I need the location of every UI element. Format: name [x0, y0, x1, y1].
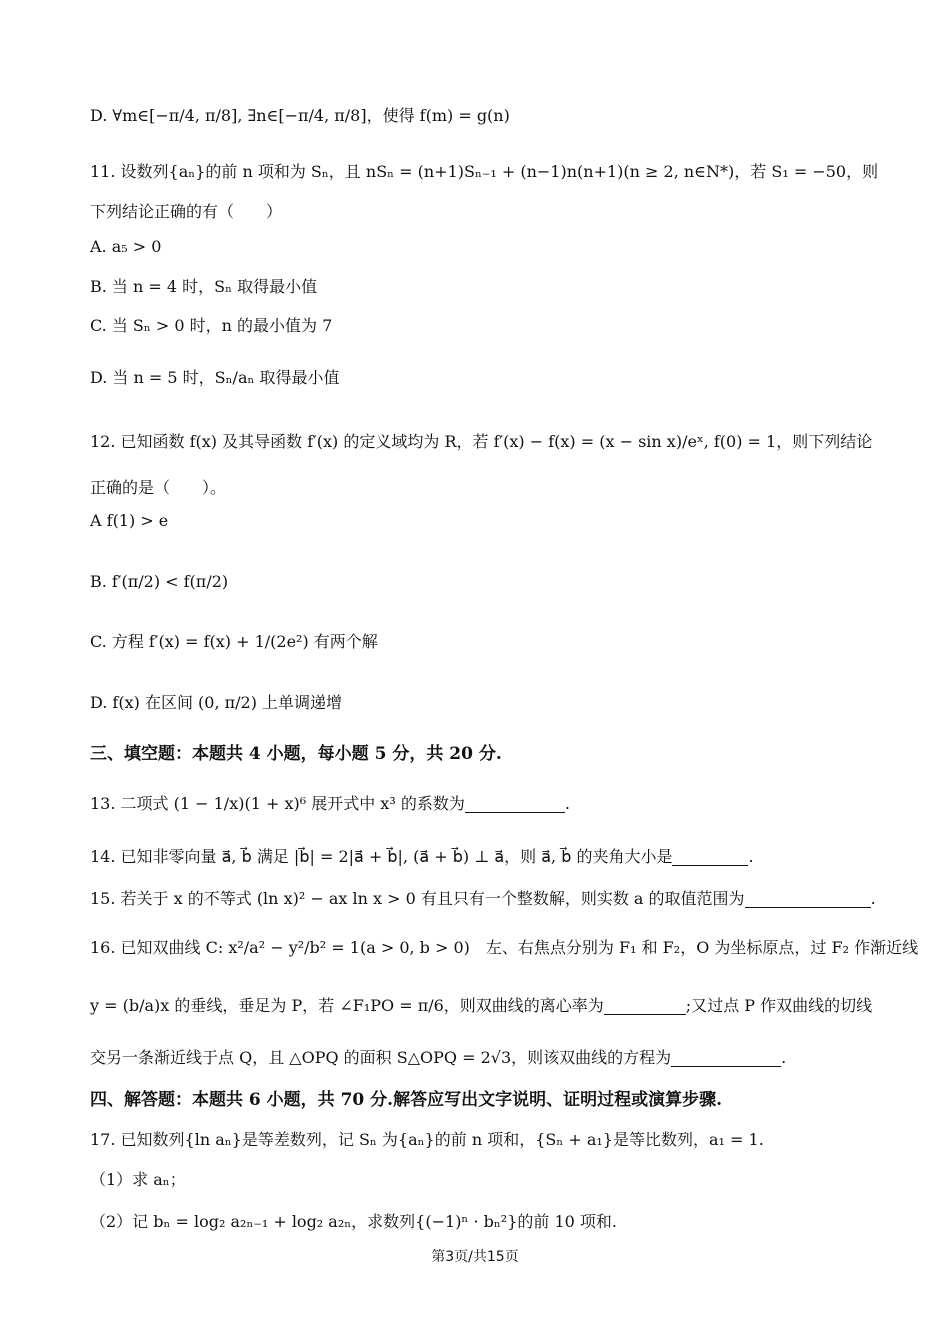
q13-answer-blank: [465, 794, 565, 813]
q11-option-c: C. 当 Sₙ > 0 时，n 的最小值为 7: [90, 316, 333, 335]
q12-option-a: A f(1) > e: [90, 511, 169, 530]
q15: 15. 若关于 x 的不等式 (ln x)² − ax ln x > 0 有且只有一个整数解，则实数 a 的取值范围为 .: [90, 889, 876, 908]
page-footer: 第3页/共15页: [431, 1249, 519, 1265]
q15-answer-blank: [745, 889, 871, 908]
q16-line2: [90, 994, 873, 1018]
q14-text: 14. 已知非零向量 a⃗, b⃗ 满足 |b⃗| = 2|a⃗ + b⃗|, (a⃗ + b⃗) ⊥ a⃗，则 a⃗, b⃗ 的夹角大小是: [90, 847, 673, 866]
q10-option-d: D. ∀m∈[−π/4, π/8], ∃n∈[−π/4, π/8]，使得 f(m) = g(n): [90, 106, 510, 125]
q11-stem: 11. 设数列{aₙ}的前 n 项和为 Sₙ，且 nSₙ = (n+1)Sₙ₋₁ + (n−1)n(n+1)(n ≥ 2, n∈N*)，若 S₁ = −50，则: [90, 162, 879, 181]
q14-answer-blank: [672, 847, 748, 866]
q11-option-d: D. 当 n = 5 时，Sₙ/aₙ 取得最小值: [90, 368, 340, 387]
q14: 14. 已知非零向量 a⃗, b⃗ 满足 |b⃗| = 2|a⃗ + b⃗|, (a⃗ + b⃗) ⊥ a⃗，则 a⃗, b⃗ 的夹角大小是 .: [90, 847, 754, 866]
q12-stem: 12. 已知函数 f(x) 及其导函数 f′(x) 的定义域均为 R，若 f′(x) − f(x) = (x − sin x)/eˣ, f(0) = 1，则下列结论: [90, 432, 873, 451]
q16-text-b2: ;又过点 P 作双曲线的切线: [685, 996, 873, 1015]
q16-blank-eccentricity: [604, 996, 686, 1015]
q16-text-b: y = (b/a)x 的垂线，垂足为 P，若 ∠F₁PO = π/6，则双曲线的离心率为: [90, 996, 604, 1015]
q11-option-a: A. a₅ > 0: [90, 237, 162, 256]
q17-part2: （2）记 bₙ = log₂ a₂ₙ₋₁ + log₂ a₂ₙ，求数列{(−1)ⁿ · bₙ²}的前 10 项和.: [90, 1212, 617, 1231]
q11-option-b: B. 当 n = 4 时，Sₙ 取得最小值: [90, 277, 318, 296]
q16-line3: 交另一条渐近线于点 Q，且 △OPQ 的面积 S△OPQ = 2√3，则该双曲线的方程为 .: [90, 1048, 787, 1067]
q12-option-c: C. 方程 f′(x) = f(x) + 1/(2e²) 有两个解: [90, 632, 378, 651]
q13-text: 13. 二项式 (1 − 1/x)(1 + x)⁶ 展开式中 x³ 的系数为: [90, 794, 465, 813]
q17-part1: （1）求 aₙ；: [90, 1170, 186, 1189]
q15-text: 15. 若关于 x 的不等式 (ln x)² − ax ln x > 0 有且只有一个整数解，则实数 a 的取值范围为: [90, 889, 745, 908]
q13: 13. 二项式 (1 − 1/x)(1 + x)⁶ 展开式中 x³ 的系数为 .: [90, 794, 570, 813]
q11-stem-cont: 下列结论正确的有（ ）: [90, 202, 283, 221]
q12-stem-cont: 正确的是（ ）。: [90, 478, 227, 497]
q16-line1: 16. 已知双曲线 C: x²/a² − y²/b² = 1(a > 0, b > 0) 左、右焦点分别为 F₁ 和 F₂，O 为坐标原点，过 F₂ 作渐近线: [90, 938, 919, 957]
section-heading-solve: 四、解答题：本题共 6 小题，共 70 分.解答应写出文字说明、证明过程或演算步骤.: [90, 1090, 722, 1110]
q17-stem: 17. 已知数列{ln aₙ}是等差数列，记 Sₙ 为{aₙ}的前 n 项和，{Sₙ + a₁}是等比数列，a₁ = 1.: [90, 1130, 764, 1149]
section-heading-fill-blank: 三、填空题：本题共 4 小题，每小题 5 分，共 20 分.: [90, 744, 502, 764]
q12-option-d: D. f(x) 在区间 (0, π/2) 上单调递增: [90, 693, 343, 712]
q16-blank-equation: [671, 1048, 781, 1067]
q12-option-b: B. f′(π/2) < f(π/2): [90, 572, 229, 591]
q16-text-c: 交另一条渐近线于点 Q，且 △OPQ 的面积 S△OPQ = 2√3，则该双曲线的方程为: [90, 1048, 672, 1067]
